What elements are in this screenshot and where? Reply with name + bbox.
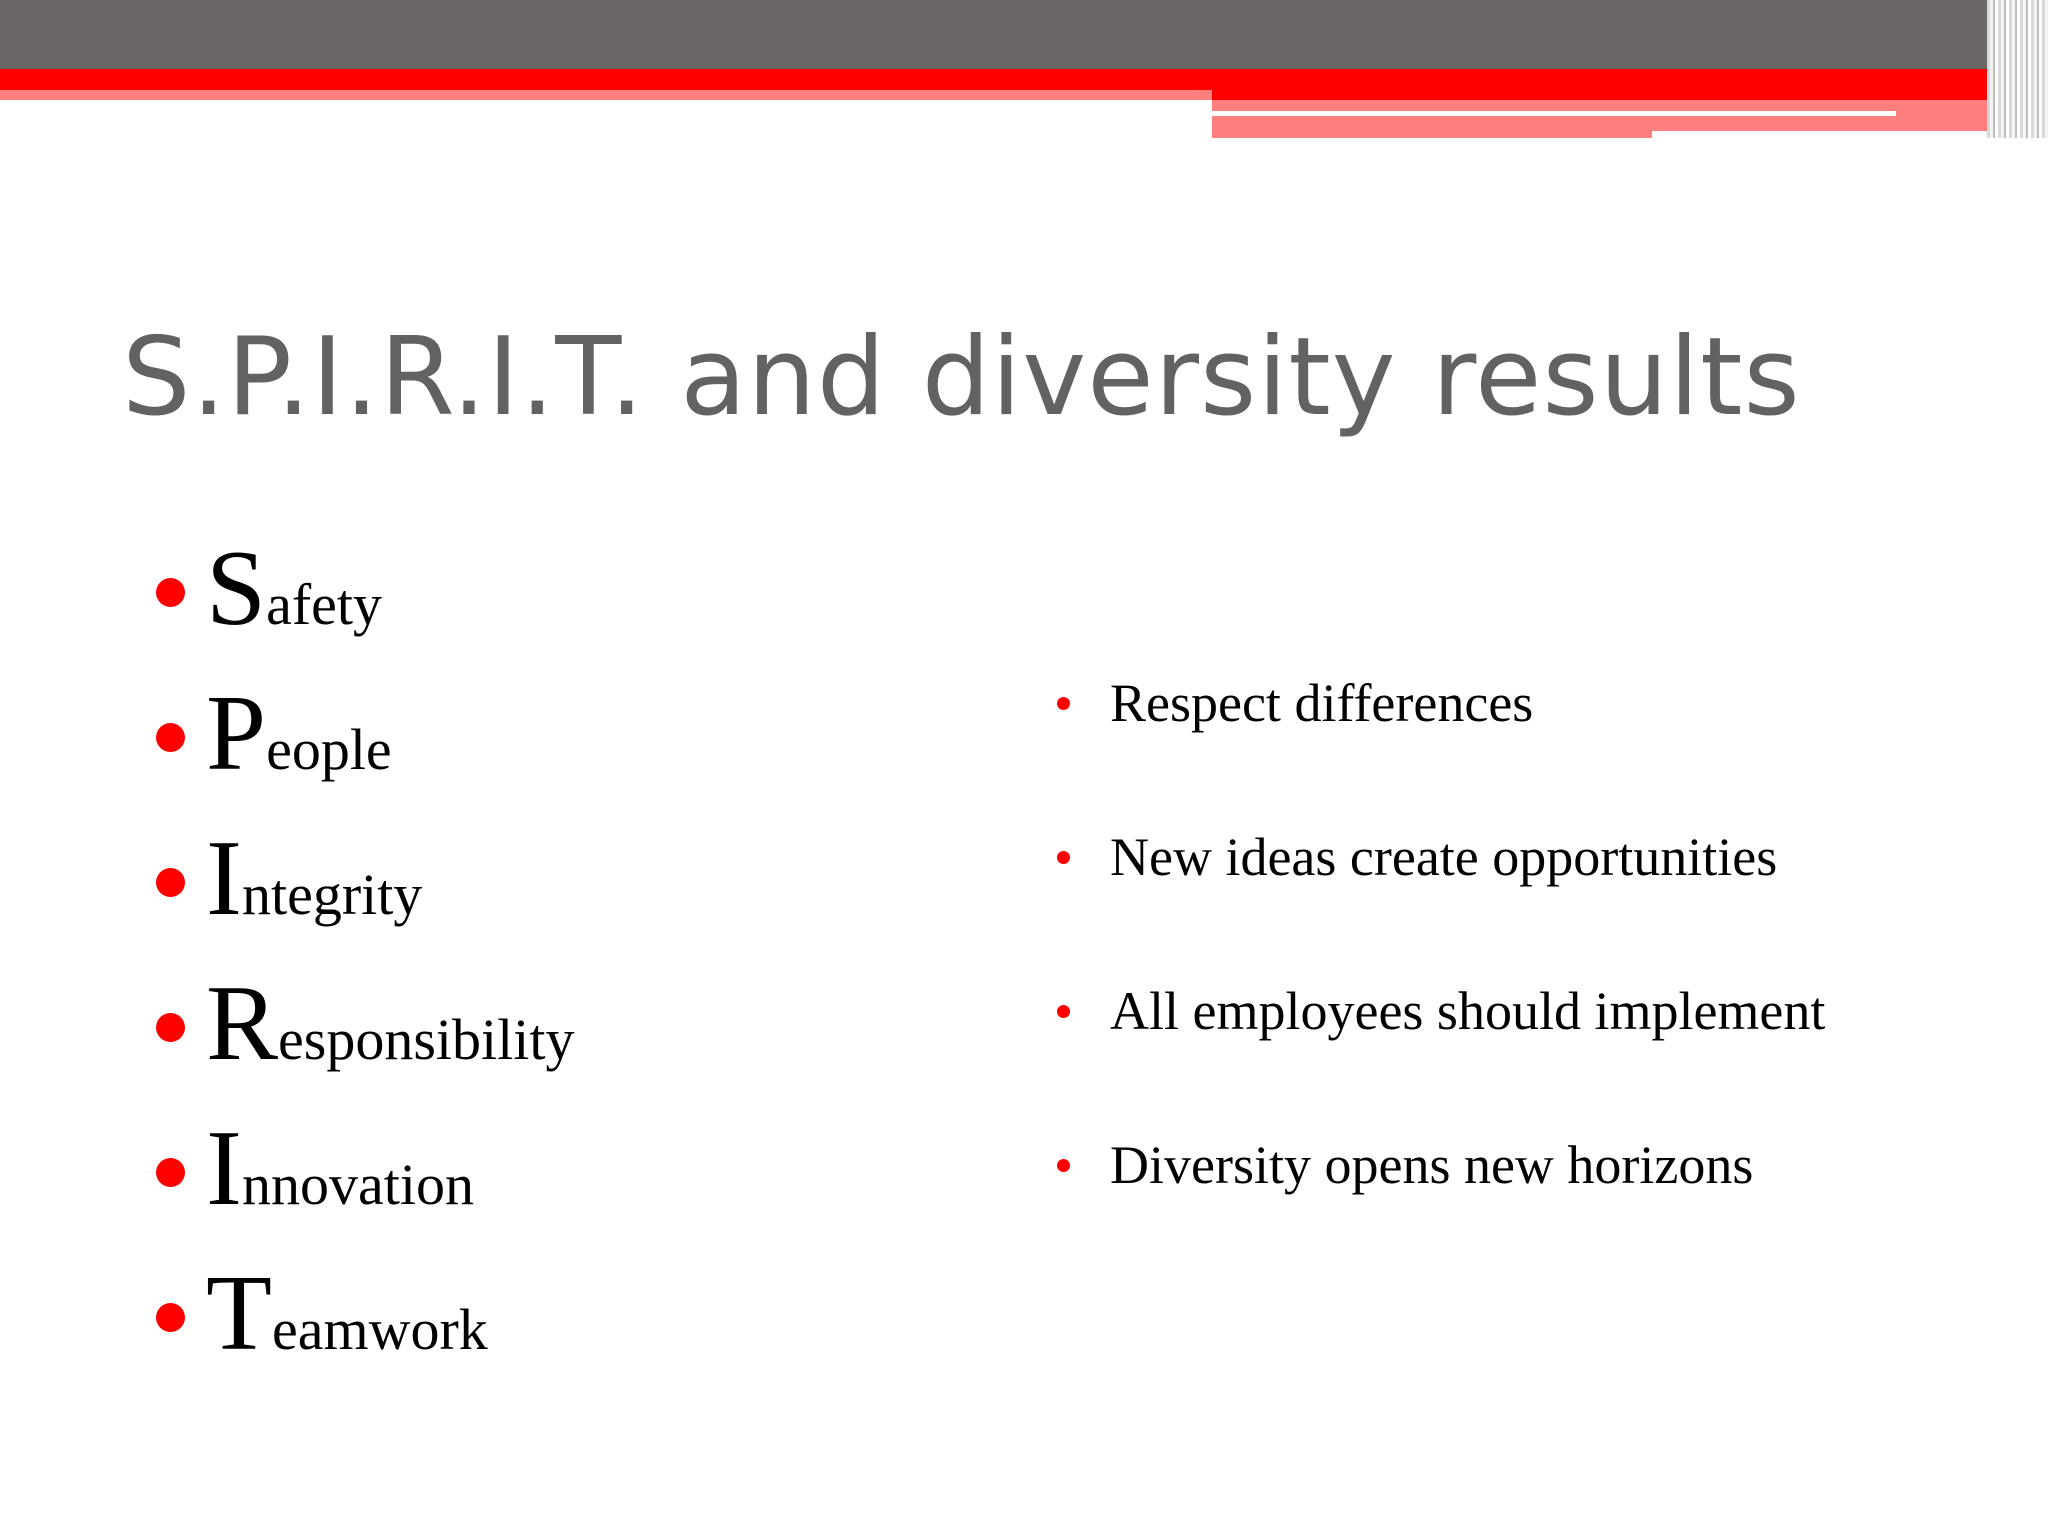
spirit-rest: eamwork [271,1297,488,1362]
spirit-item-label [206,669,392,830]
bullet-icon [156,723,185,752]
spirit-item-label [206,959,575,1120]
spirit-item-label [206,1104,474,1265]
bullet-icon [1057,851,1070,864]
header-band-pink-left [0,90,1212,100]
bullet-icon [1057,1005,1070,1018]
bullet-icon [156,868,185,897]
spirit-initial: P [206,674,267,793]
diversity-point-label: Diversity opens new horizons [1110,1135,1754,1195]
header-band-white-line [1212,111,1896,116]
bullet-icon [156,578,185,607]
spirit-rest: eople [266,717,392,782]
header-band-red-right [1212,90,2048,100]
bullet-icon [1057,1159,1070,1172]
spirit-initial: T [206,1254,272,1373]
spirit-rest: nnovation [241,1152,474,1217]
bullet-icon [156,1303,185,1332]
spirit-item-label [206,1249,488,1410]
header-band-white-notch [1652,131,1992,138]
bullet-icon [156,1013,185,1042]
spirit-item-label [206,524,382,685]
bullet-icon [156,1158,185,1187]
spirit-initial: R [206,964,279,1083]
diversity-point-label: New ideas create opportunities [1110,827,1778,887]
spirit-rest: ntegrity [241,862,423,927]
header-band-red [0,69,2048,90]
spirit-initial: S [206,529,267,648]
spirit-initial: I [206,1109,242,1228]
diversity-point-label: Respect differences [1110,673,1534,733]
header-stripes-decoration [1987,0,2048,138]
spirit-initial: I [206,819,242,938]
header-band-gray [0,0,2048,69]
spirit-rest: afety [266,572,382,637]
slide-title: S.P.I.R.I.T. and diversity results [122,315,1801,440]
spirit-item-label [206,814,422,975]
diversity-point-label: All employees should implement [1110,981,1826,1041]
bullet-icon [1057,697,1070,710]
spirit-rest: esponsibility [278,1007,575,1072]
